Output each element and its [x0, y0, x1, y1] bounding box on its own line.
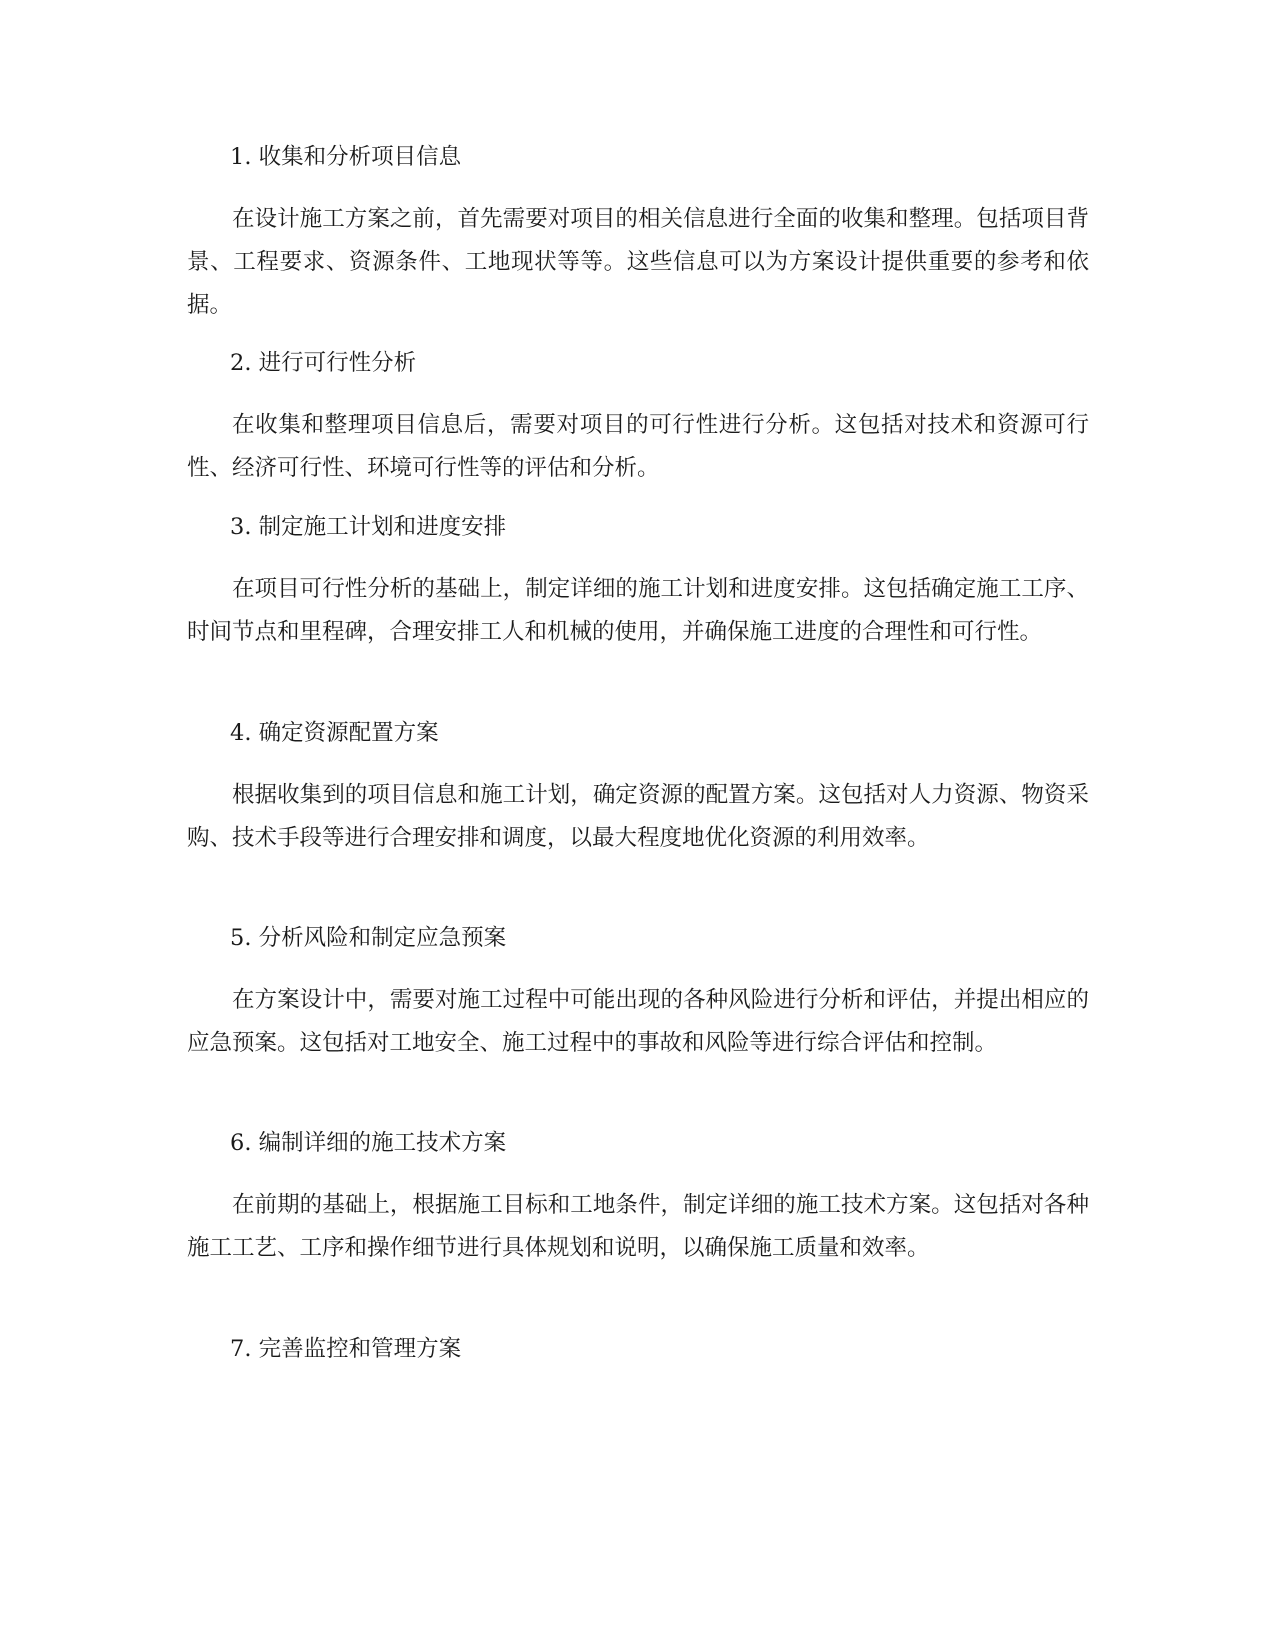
section-7-heading: 7. 完善监控和管理方案: [230, 1336, 462, 1362]
section-5-paragraph: 在方案设计中，需要对施工过程中可能出现的各种风险进行分析和评估，并提出相应的应急预案。这包括对工地安全、施工过程中的事故和风险等进行综合评估和控制。: [187, 987, 1089, 1056]
section-5-heading: 5. 分析风险和制定应急预案: [230, 925, 507, 951]
section-2-paragraph: 在收集和整理项目信息后，需要对项目的可行性进行分析。这包括对技术和资源可行性、经济可行性、环境可行性等的评估和分析。: [187, 412, 1089, 481]
section-2-heading: 2. 进行可行性分析: [230, 350, 417, 376]
section-6-paragraph: 在前期的基础上，根据施工目标和工地条件，制定详细的施工技术方案。这包括对各种施工工艺、工序和操作细节进行具体规划和说明，以确保施工质量和效率。: [187, 1192, 1089, 1261]
section-4-heading: 4. 确定资源配置方案: [230, 720, 439, 746]
section-4-paragraph: 根据收集到的项目信息和施工计划，确定资源的配置方案。这包括对人力资源、物资采购、技术手段等进行合理安排和调度，以最大程度地优化资源的利用效率。: [187, 782, 1089, 851]
section-1-paragraph: 在设计施工方案之前，首先需要对项目的相关信息进行全面的收集和整理。包括项目背景、工程要求、资源条件、工地现状等等。这些信息可以为方案设计提供重要的参考和依据。: [187, 206, 1089, 318]
section-3-paragraph: 在项目可行性分析的基础上，制定详细的施工计划和进度安排。这包括确定施工工序、时间节点和里程碑，合理安排工人和机械的使用，并确保施工进度的合理性和可行性。: [187, 576, 1089, 645]
section-1-heading: 1. 收集和分析项目信息: [230, 144, 462, 170]
section-6-heading: 6. 编制详细的施工技术方案: [230, 1130, 507, 1156]
section-3-heading: 3. 制定施工计划和进度安排: [230, 514, 507, 540]
